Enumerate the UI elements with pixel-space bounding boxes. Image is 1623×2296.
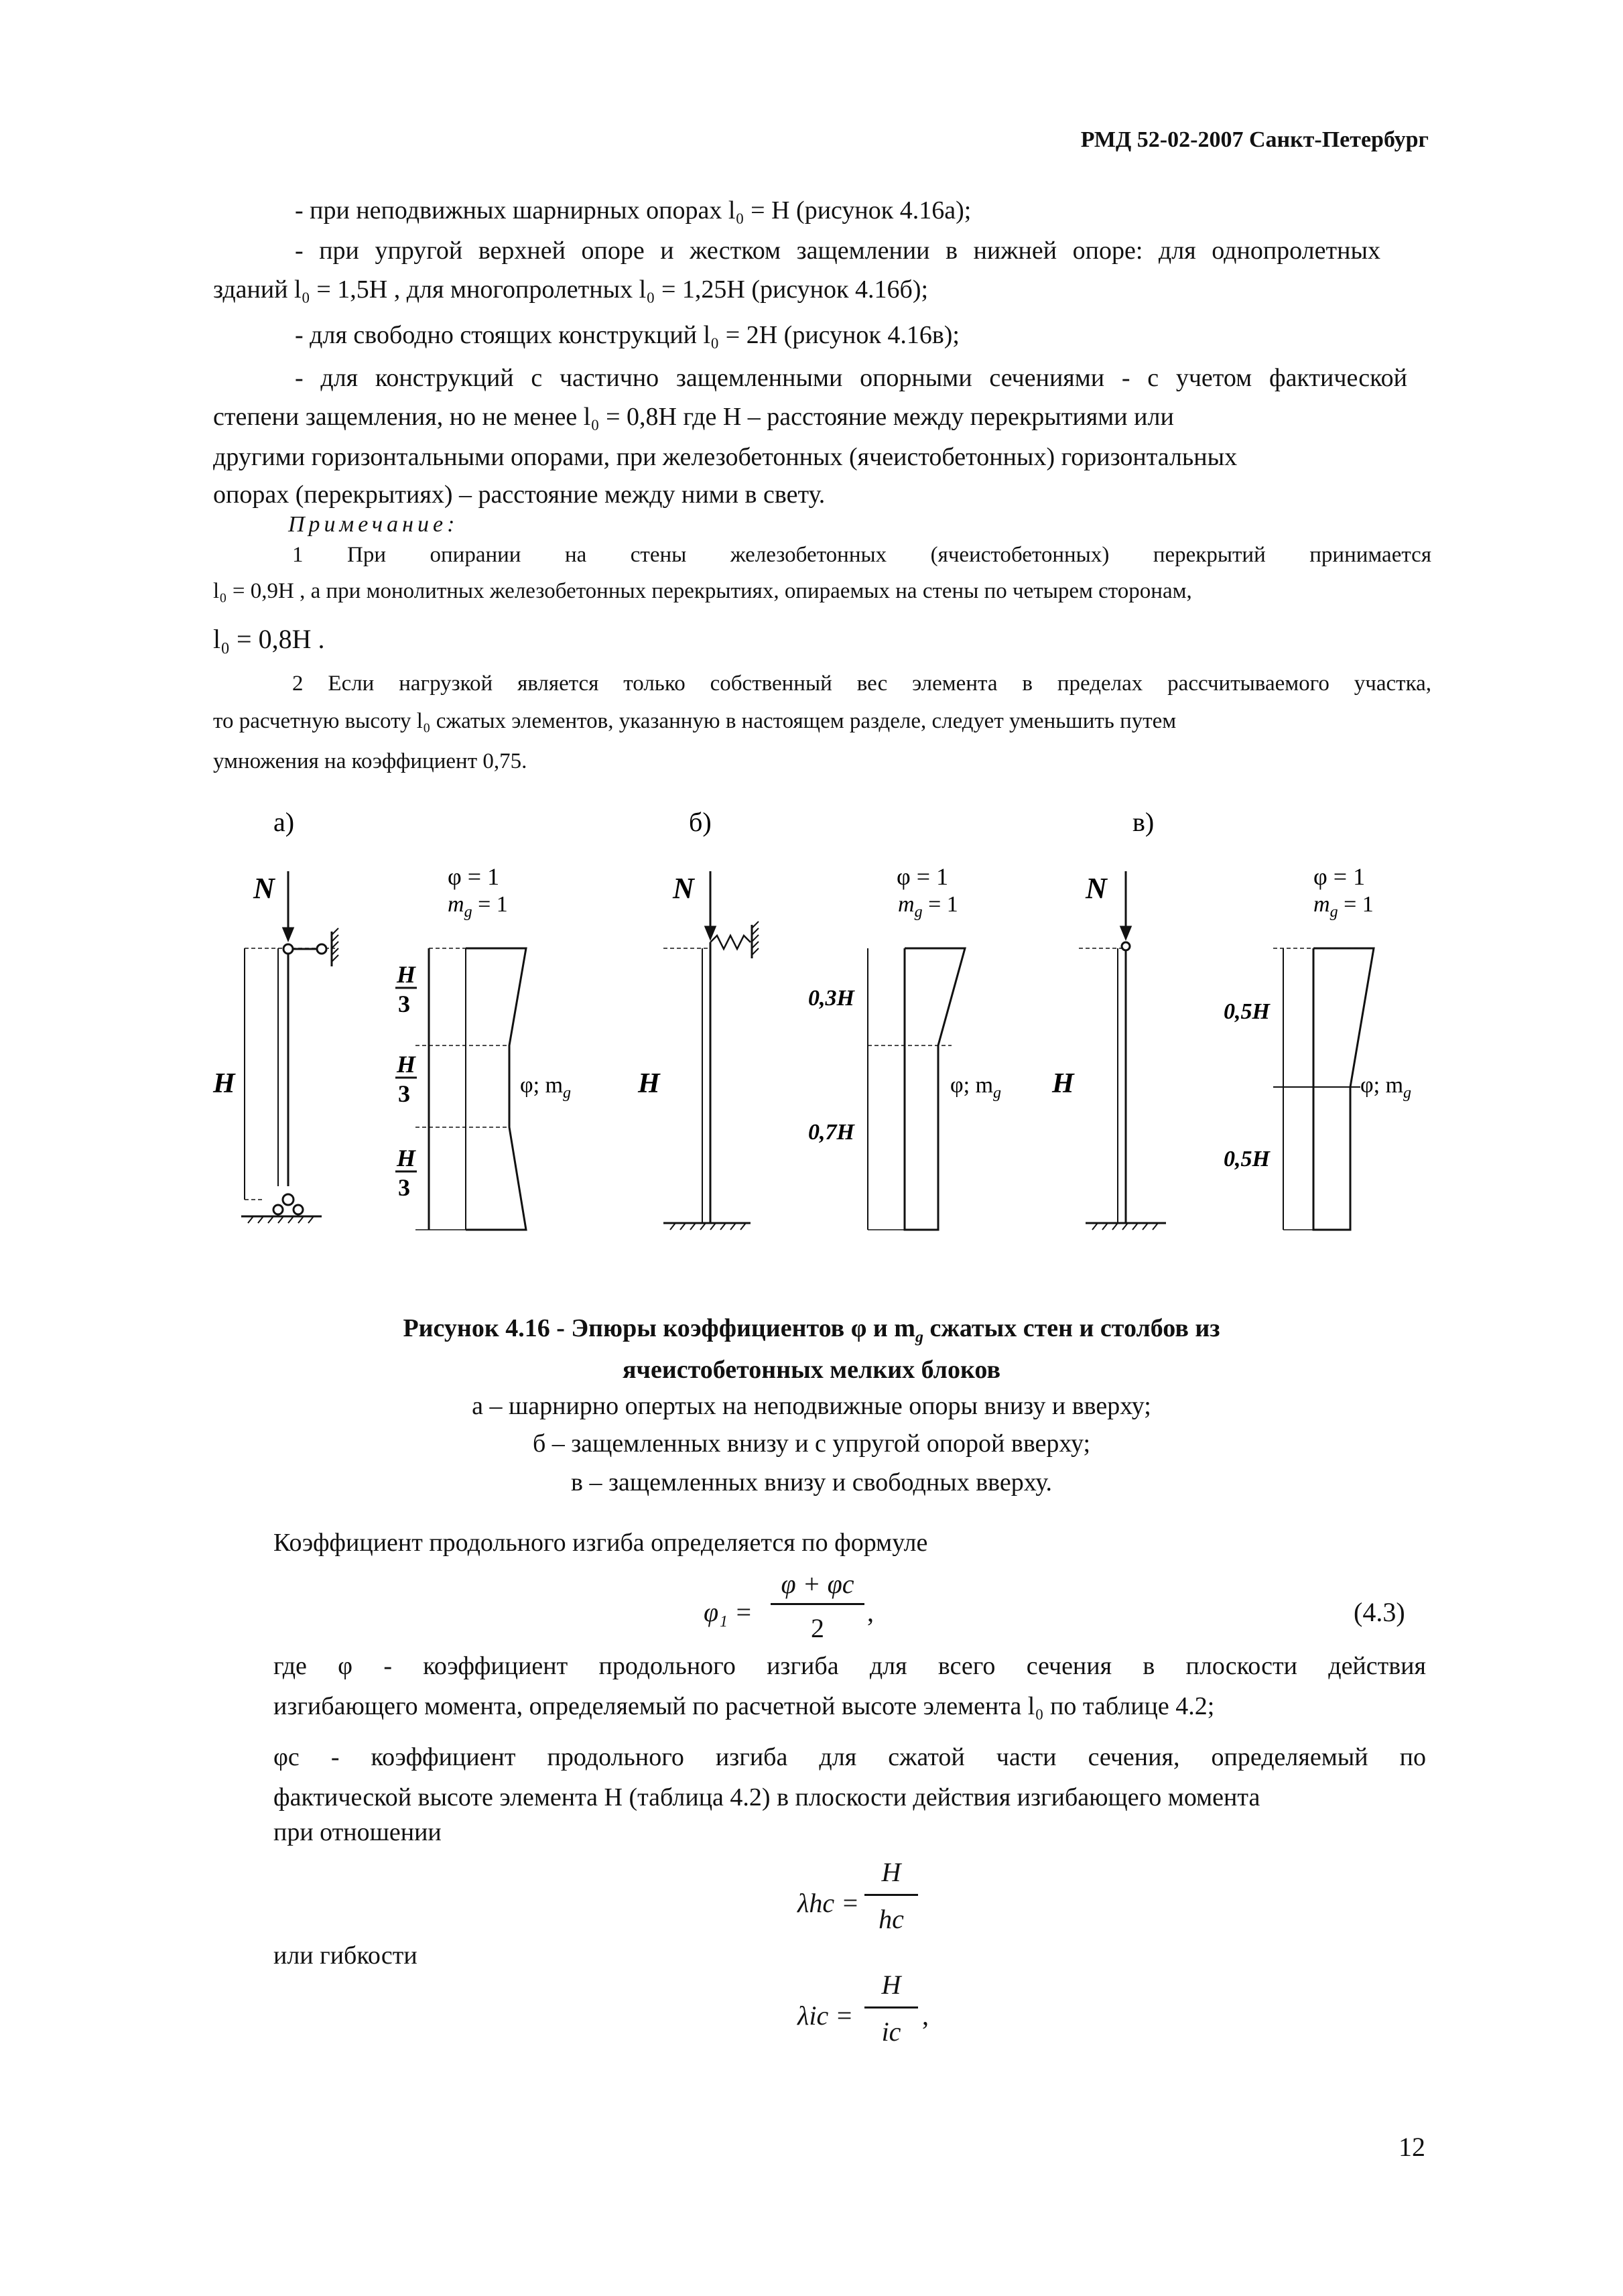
- note-1a: 1 При опирании на стены железобетонных (ячеистобетонных) перекрытий принимается: [292, 543, 1431, 567]
- figure-caption-c: в – защемленных внизу и свободных вверху.: [571, 1468, 1052, 1496]
- list-item-4c: другими горизонтальными опорами, при железобетонных (ячеистобетонных) горизонтальных: [213, 443, 1238, 471]
- figure-caption-b: б – защемленных внизу и с упругой опорой вверху;: [532, 1429, 1091, 1458]
- note-2a: 2 Если нагрузкой является только собственный вес элемента в пределах рассчитываемого участка,: [292, 672, 1431, 696]
- phi-mg-b: φ; $m_g$: [950, 1073, 1002, 1102]
- h3-den-1: 3: [398, 991, 410, 1017]
- load-label-b: N: [673, 872, 694, 905]
- h3-num-3: H: [397, 1145, 416, 1171]
- mg-top-c: $m_g = 1$: [1313, 892, 1374, 921]
- panel-label-b: б): [689, 807, 712, 837]
- list-item-4b: степени защемления, но не менее l₀ = 0,8H где H – расстояние между перекрытиями или: [213, 403, 1174, 431]
- mg-top-a: $m_g = 1$: [448, 892, 508, 921]
- list-item-1: - при неподвижных шарнирных опорах l₀ = H (рисунок 4.16а);: [295, 196, 972, 225]
- body-paragraph: Коэффициент продольного изгиба определяется по формуле: [273, 1529, 928, 1557]
- page-header: РМД 52-02-2007 Санкт-Петербург: [1080, 127, 1429, 152]
- list-item-4a: - для конструкций с частично защемленными опорными сечениями - с учетом фактической: [295, 364, 1407, 392]
- phi-top-b: φ = 1: [897, 863, 949, 890]
- note-title: Примечание:: [288, 512, 459, 537]
- page-number: 12: [1399, 2132, 1425, 2162]
- h3-den-2: 3: [398, 1080, 410, 1107]
- note-2b: то расчетную высоту l₀ сжатых элементов, указанную в настоящем разделе, следует уменьшить путем: [213, 709, 1177, 733]
- h3-num-1: H: [397, 961, 416, 988]
- note-1b: l₀ = 0,9H , а при монолитных железобетонных перекрытиях, опираемых на стены по четырем сторонам,: [213, 579, 1192, 603]
- formula-lambda-ic: λic = H ic ,: [797, 1970, 929, 2047]
- figure-caption-a: а – шарнирно опертых на неподвижные опоры внизу и вверху;: [472, 1392, 1151, 1420]
- seg-c-bot: 0,5H: [1224, 1147, 1270, 1171]
- where-1a: где φ - коэффициент продольного изгиба для всего сечения в плоскости действия: [273, 1652, 1426, 1680]
- list-item-4d: опорах (перекрытиях) – расстояние между ними в свету.: [213, 481, 826, 509]
- panel-label-c: в): [1132, 807, 1155, 837]
- phi-top-c: φ = 1: [1313, 863, 1366, 890]
- height-label-a: H: [213, 1068, 235, 1099]
- phi-mg-c: φ; $m_g$: [1360, 1073, 1412, 1102]
- where-2b: фактической высоте элемента H (таблица 4.2) в плоскости действия изгибающего момента: [273, 1783, 1260, 1811]
- height-label-c: H: [1052, 1068, 1074, 1099]
- h3-den-3: 3: [398, 1174, 410, 1201]
- list-item-3: - для свободно стоящих конструкций l₀ = 2H (рисунок 4.16в);: [295, 321, 960, 349]
- phi-mg-a: φ; $m_g$: [520, 1073, 572, 1102]
- formula-lambda-hc: λhc = H hc: [797, 1856, 972, 1950]
- formula-4-3: φ₁ = φ + φc 2 ,: [704, 1569, 874, 1643]
- flexibility-label: или гибкости: [273, 1941, 417, 1970]
- list-item-2a: - при упругой верхней опоре и жестком защемлении в нижней опоре: для однопролетных: [295, 237, 1380, 265]
- load-label-c: N: [1086, 872, 1107, 905]
- figure-caption-title: Рисунок 4.16 - Эпюры коэффициентов φ и $m_g$ сжатых стен и столбов из: [403, 1314, 1220, 1346]
- seg-b-bot: 0,7H: [808, 1120, 854, 1145]
- figure-4-16: [0, 798, 1623, 1267]
- figure-caption-title-2: ячеистобетонных мелких блоков: [623, 1356, 1000, 1384]
- formula-number: (4.3): [1354, 1597, 1405, 1627]
- phi-top-a: φ = 1: [448, 863, 500, 890]
- where-2c: при отношении: [273, 1818, 442, 1846]
- h3-num-2: H: [397, 1051, 416, 1078]
- list-item-2b: зданий l₀ = 1,5H , для многопролетных l₀ = 1,25H (рисунок 4.16б);: [213, 275, 929, 304]
- mg-top-b: $m_g = 1$: [898, 892, 958, 921]
- where-2a: φc - коэффициент продольного изгиба для сжатой части сечения, определяемый по: [273, 1743, 1426, 1771]
- height-label-b: H: [638, 1068, 660, 1099]
- where-1b: изгибающего момента, определяемый по расчетной высоте элемента l₀ по таблице 4.2;: [273, 1692, 1215, 1720]
- seg-c-top: 0,5H: [1224, 999, 1270, 1024]
- panel-label-a: а): [273, 807, 295, 837]
- load-label-a: N: [253, 872, 275, 905]
- note-2c: умножения на коэффициент 0,75.: [213, 749, 527, 773]
- seg-b-top: 0,3H: [808, 986, 854, 1011]
- note-1c: l₀ = 0,8H .: [213, 624, 325, 654]
